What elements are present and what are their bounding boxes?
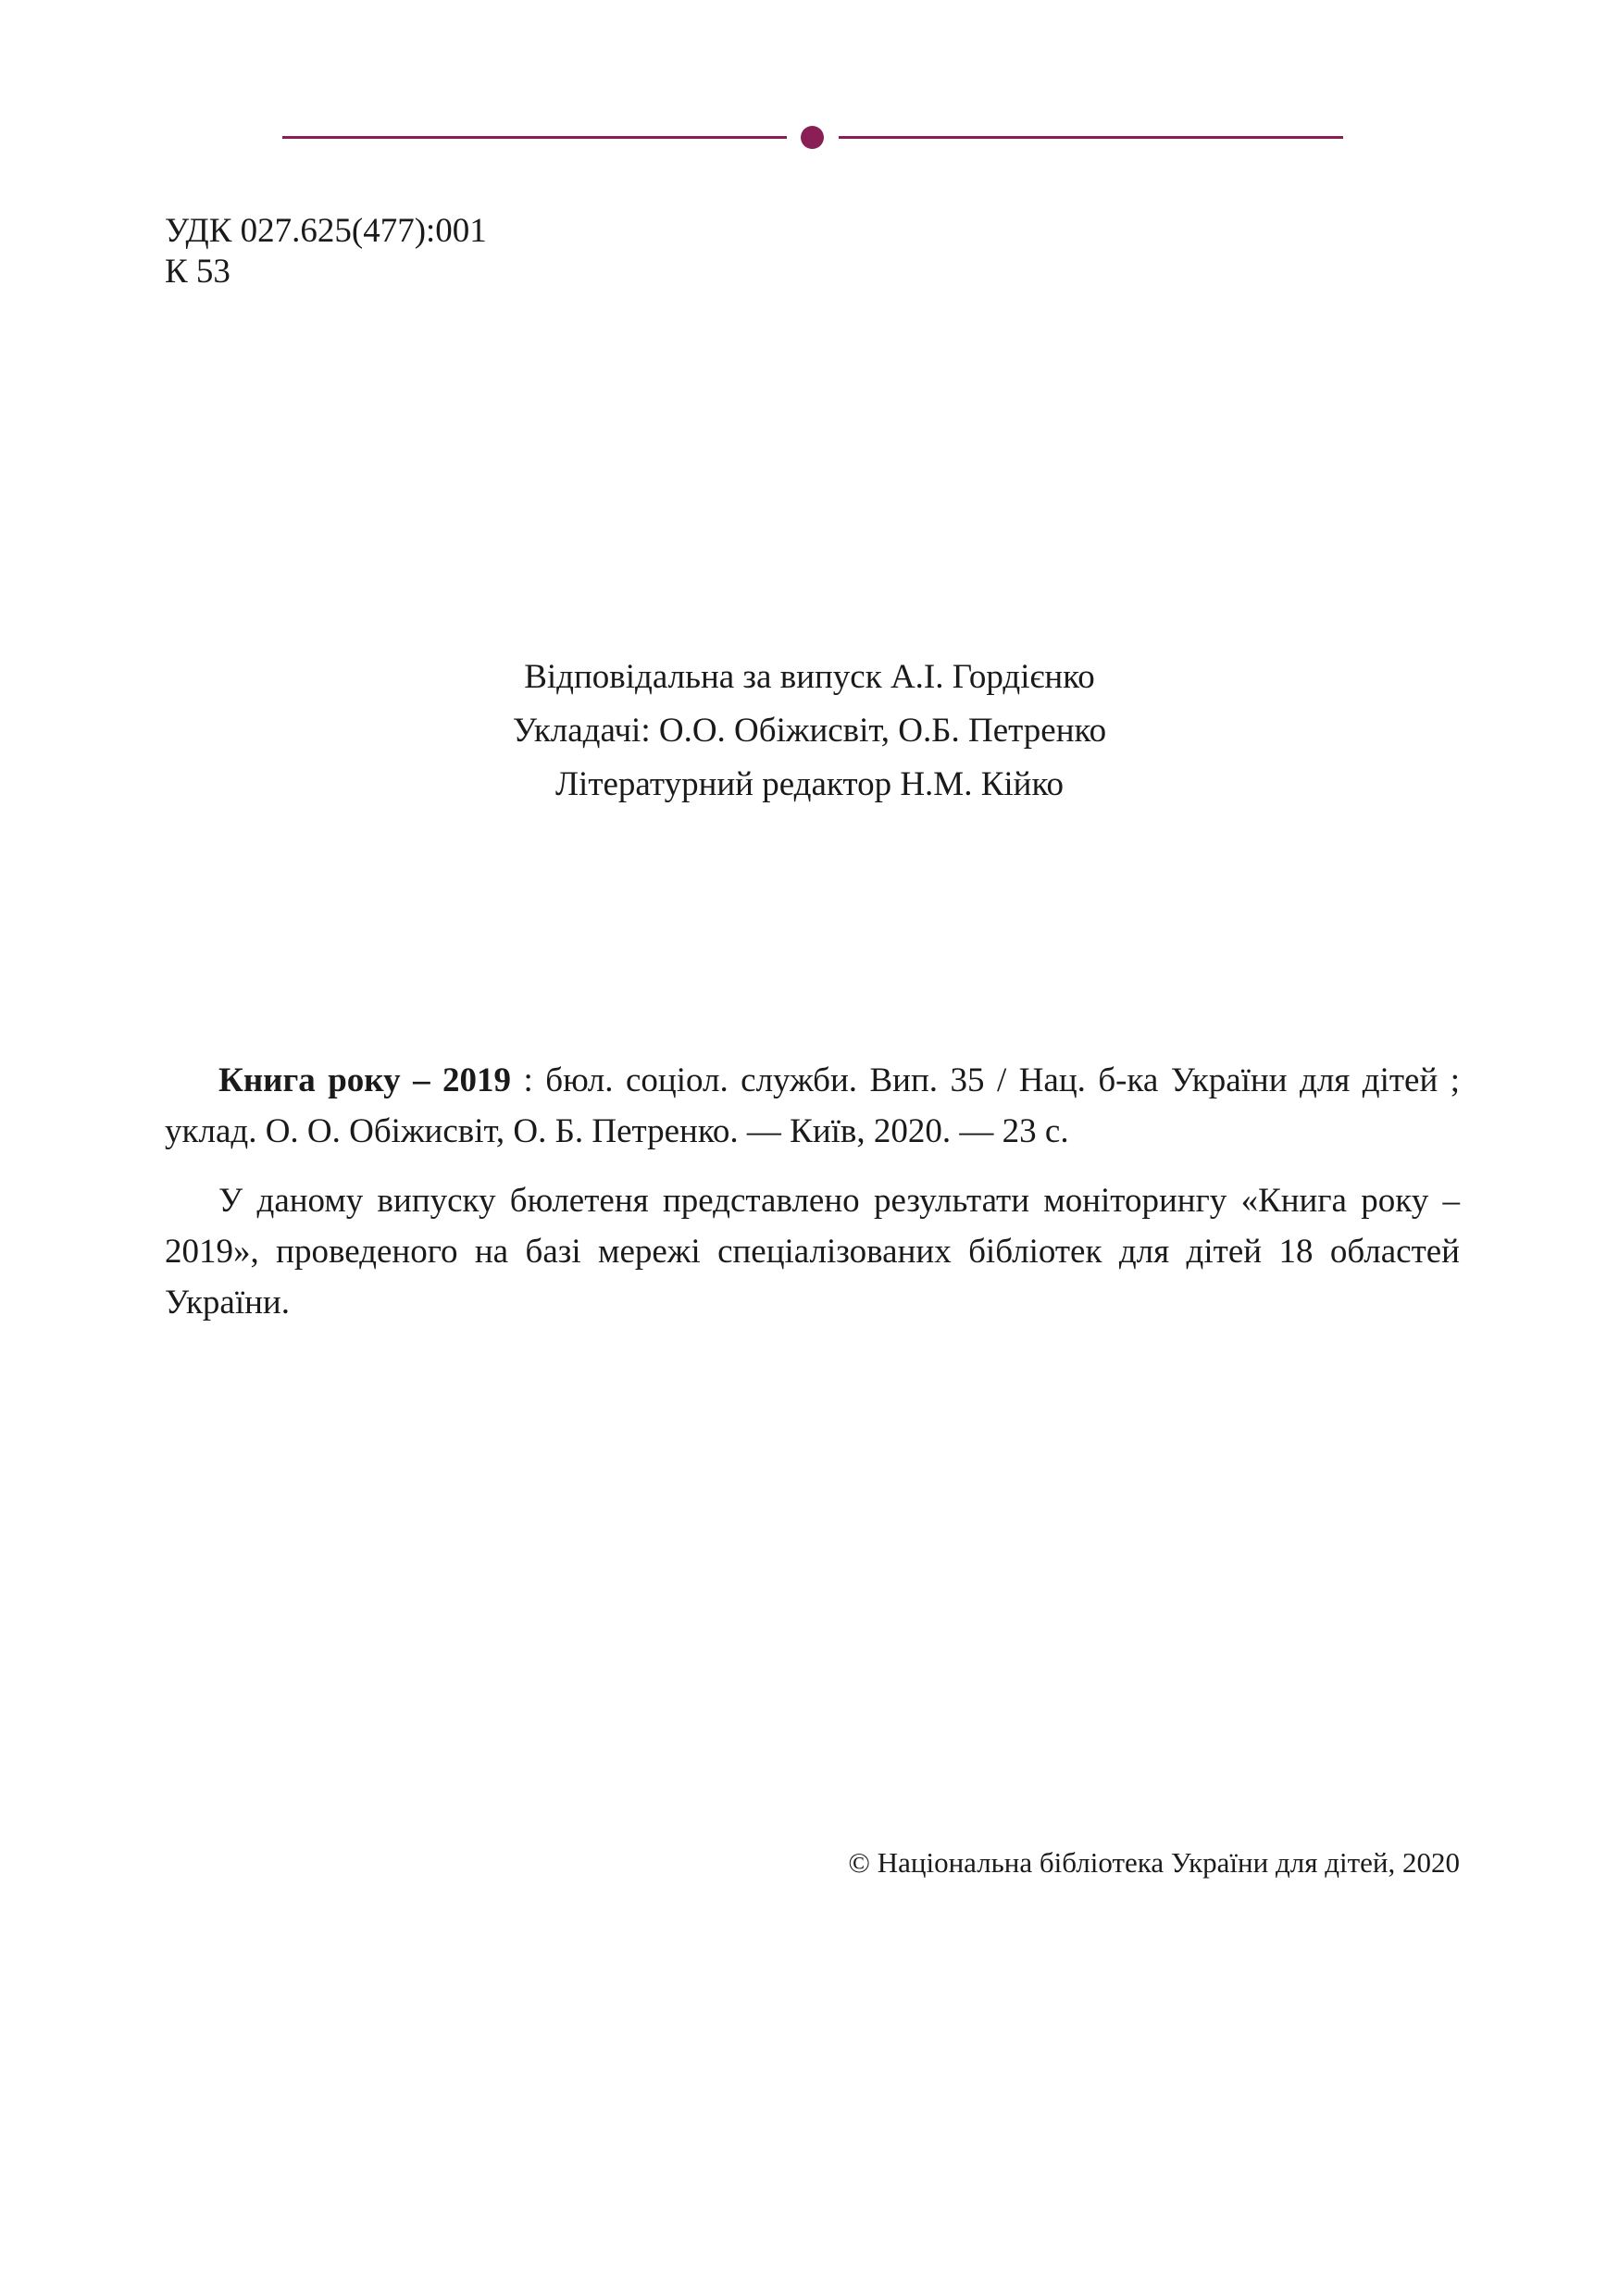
author-mark: К 53 <box>165 253 230 291</box>
citation-details: : бюл. соціол. служби. Вип. 35 / Нац. б-ка України для дітей ; уклад. О. О. Обіжисвіт, О. Б. Петренко. — Київ, 2020. — 23 с. <box>165 1061 1461 1150</box>
credits-block <box>0 651 1619 812</box>
udc-code: УДК 027.625(477):001 <box>165 212 487 250</box>
responsible-editor: Відповідальна за випуск А.І. Гордієнко <box>524 658 1095 696</box>
top-ornament <box>282 123 1343 151</box>
ornament-line-left <box>282 136 787 139</box>
compilers: Укладачі: О.О. Обіжисвіт, О.Б. Петренко <box>512 712 1107 750</box>
citation-paragraph <box>165 1055 1460 1157</box>
ornament-dot <box>801 126 824 149</box>
citation-title: Книга року – 2019 <box>218 1061 512 1099</box>
bibliographic-description <box>165 1055 1460 1347</box>
ornament-line-right <box>839 136 1343 139</box>
literary-editor: Літературний редактор Н.М. Кійко <box>554 765 1065 803</box>
copyright-notice: © Національна бібліотека України для дітей, 2020 <box>848 1846 1460 1879</box>
abstract-paragraph: У даному випуску бюлетеня представлено результати моніторингу «Книга року – 2019», проведеного на базі мережі спеціалізованих бібліотек для дітей 18 областей України. <box>165 1182 1460 1322</box>
classification-block <box>165 211 487 292</box>
